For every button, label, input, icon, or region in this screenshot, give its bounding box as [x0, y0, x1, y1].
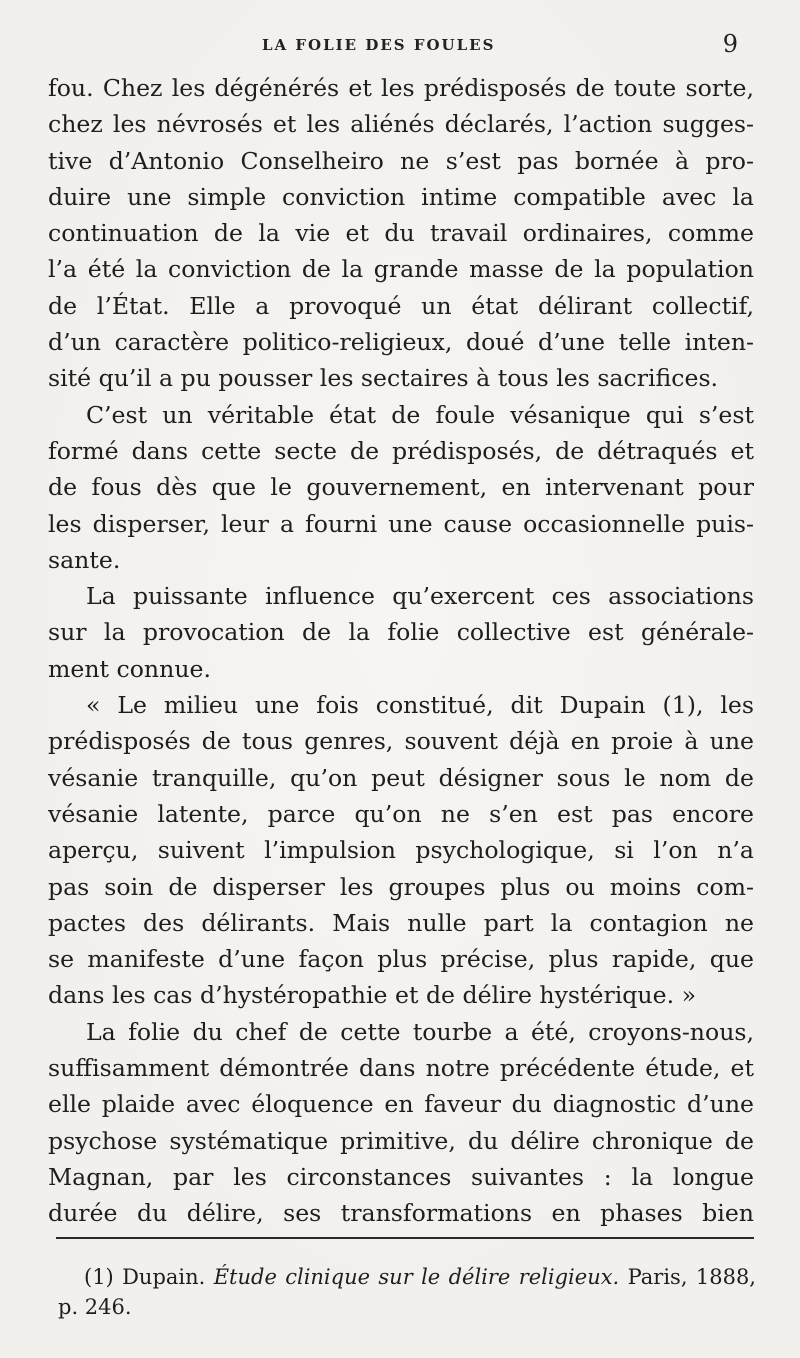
text-line: l’a été la conviction de la grande masse de la population [48, 255, 754, 284]
text-line: d’un caractère politico-religieux, doué d’une telle inten- [48, 328, 754, 357]
text-line: durée du délire, ses transformations en phases bien [48, 1199, 754, 1228]
text-line: dans les cas d’hystéropathie et de délire hystérique. » [48, 981, 696, 1010]
text-line: elle plaide avec éloquence en faveur du diagnostic d’une [48, 1090, 754, 1119]
text-line: psychose systématique primitive, du délire chronique de [48, 1126, 754, 1155]
text-line: continuation de la vie et du travail ordinaires, comme [48, 219, 754, 248]
text-line: se manifeste d’une façon plus précise, plus rapide, que [48, 945, 754, 974]
text-line: prédisposés de tous genres, souvent déjà en proie à une [48, 727, 754, 756]
text-line: pas soin de disperser les groupes plus ou moins com- [48, 872, 754, 901]
footnote-line [58, 1262, 756, 1292]
body-text [48, 70, 754, 1232]
running-header [0, 30, 800, 60]
footnote-divider [56, 1237, 754, 1239]
text-line: duire une simple conviction intime compatible avec la [48, 182, 754, 211]
text-line: pactes des délirants. Mais nulle part la contagion ne [48, 908, 754, 937]
text-line: vésanie latente, parce qu’on ne s’en est pas encore [48, 799, 754, 828]
text-line: La folie du chef de cette tourbe a été, croyons-nous, [86, 1017, 754, 1046]
text-line: La puissante influence qu’exercent ces associations [86, 582, 754, 611]
text-line: Magnan, par les circonstances suivantes : la longue [48, 1162, 754, 1191]
text-line: formé dans cette secte de prédisposés, de détraqués et [48, 436, 754, 465]
text-line: tive d’Antonio Conselheiro ne s’est pas bornée à pro- [48, 146, 754, 175]
text-line: aperçu, suivent l’impulsion psychologique, si l’on n’a [48, 836, 754, 865]
text-line: les disperser, leur a fourni une cause occasionnelle puis- [48, 509, 754, 538]
text-line: chez les névrosés et les aliénés déclarés, l’action sugges- [48, 110, 754, 139]
text-line: suffisamment démontrée dans notre précédente étude, et [48, 1054, 754, 1083]
page-number: 9 [722, 30, 738, 58]
text-line: de fous dès que le gouvernement, en intervenant pour [48, 473, 754, 502]
footnote-title: Étude clinique sur le délire religieux. [213, 1265, 620, 1289]
text-line: « Le milieu une fois constitué, dit Dupain (1), les [86, 691, 754, 720]
footnote-marker: (1) Dupain. [84, 1265, 206, 1289]
text-line: de l’État. Elle a provoqué un état délirant collectif, [48, 291, 754, 320]
footnote-pages: p. 246. [58, 1295, 132, 1319]
footnote [58, 1262, 756, 1322]
footnote-place-year: Paris, 1888, [627, 1265, 756, 1289]
running-title: LA FOLIE DES FOULES [262, 36, 496, 54]
text-line: vésanie tranquille, qu’on peut désigner sous le nom de [48, 763, 754, 792]
text-line: sur la provocation de la folie collective est générale- [48, 618, 754, 647]
text-line: sité qu’il a pu pousser les sectaires à tous les sacrifices. [48, 364, 719, 393]
text-line: ment connue. [48, 654, 211, 683]
text-line: C’est un véritable état de foule vésanique qui s’est [86, 400, 754, 429]
text-line: fou. Chez les dégénérés et les prédisposés de toute sorte, [48, 74, 754, 102]
text-line: sante. [48, 545, 121, 574]
